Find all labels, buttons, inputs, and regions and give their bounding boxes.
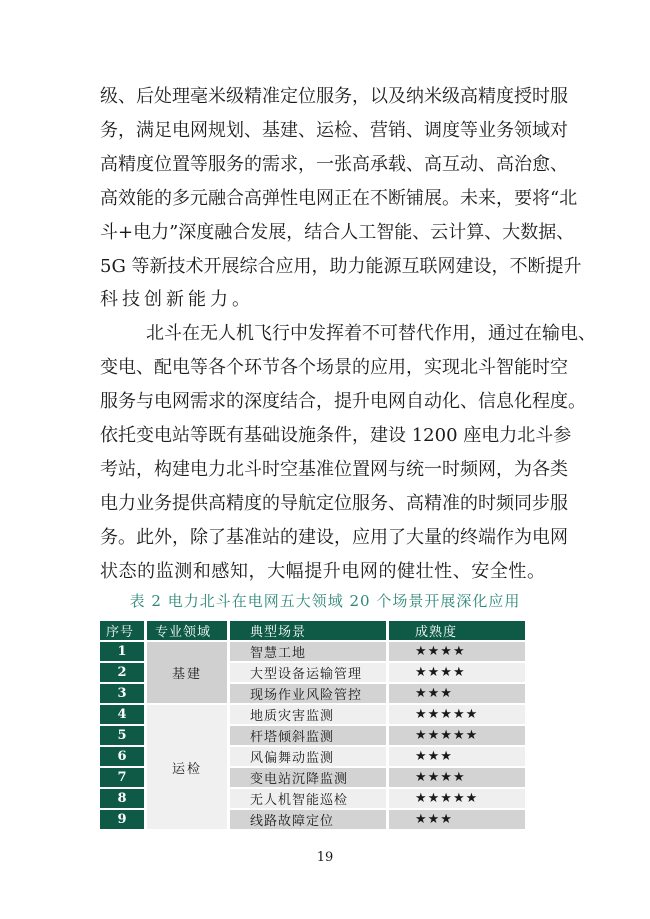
table-row: [100, 642, 525, 661]
paragraph-1-line: 5G 等新技术开展综合应用，助力能源互联网建设，不断提升: [100, 255, 582, 277]
maturity-stars: ★★★★: [389, 642, 525, 661]
header-domain: 专业领域: [147, 621, 227, 640]
scene-cell: 现场作业风险管控: [230, 684, 386, 703]
header-seq: 序号: [100, 621, 144, 640]
scene-cell: 风偏舞动监测: [230, 747, 386, 766]
maturity-stars: ★★★★★: [389, 726, 525, 745]
table-row: [100, 705, 525, 724]
scene-cell: 变电站沉降监测: [230, 768, 386, 787]
scene-cell: 杆塔倾斜监测: [230, 726, 386, 745]
paragraph-1-line: 级、后处理毫米级精准定位服务，以及纳米级高精度授时服: [100, 86, 568, 107]
scene-cell: 大型设备运输管理: [230, 663, 386, 682]
seq-cell: 6: [100, 747, 144, 766]
scene-cell: 智慧工地: [230, 642, 386, 661]
paragraph-2-line: 状态的监测和感知，大幅提升电网的健壮性、安全性。: [100, 560, 545, 582]
paragraph-2-line: 务。此外，除了基准站的建设，应用了大量的终端作为电网: [100, 526, 568, 548]
maturity-stars: ★★★★: [389, 768, 525, 787]
paragraph-2-line: 依托变电站等既有基础设施条件，建设 1200 座电力北斗参: [100, 425, 572, 446]
maturity-stars: ★★★★★: [389, 789, 525, 808]
seq-cell: 4: [100, 705, 144, 724]
paragraph-1-line: 高效能的多元融合高弹性电网正在不断铺展。未来，要将“北: [100, 187, 578, 209]
seq-cell: 1: [100, 642, 144, 661]
maturity-stars: ★★★★★: [389, 705, 525, 724]
header-maturity: 成熟度: [389, 621, 525, 640]
paragraph-1-line: 斗+电力”深度融合发展，结合人工智能、云计算、大数据、: [100, 221, 575, 243]
scene-cell: 地质灾害监测: [230, 705, 386, 724]
scene-cell: 无人机智能巡检: [230, 789, 386, 808]
domain-cell: 运检: [147, 705, 227, 829]
data-table: [97, 619, 528, 831]
paragraph-2-line: 电力业务提供高精度的导航定位服务、高精准的时频同步服: [100, 492, 568, 514]
domain-cell: 基建: [147, 642, 227, 703]
seq-cell: 5: [100, 726, 144, 745]
maturity-stars: ★★★: [389, 810, 525, 829]
paragraph-2-line: 北斗在无人机飞行中发挥着不可替代作用，通过在输电、: [146, 323, 596, 345]
paragraph-1-line: 高精度位置等服务的需求，一张高承载、高互动、高治愈、: [100, 153, 568, 175]
seq-cell: 3: [100, 684, 144, 703]
seq-cell: 8: [100, 789, 144, 808]
paragraph-1-line: 务，满足电网规划、基建、运检、营销、调度等业务领域对: [100, 119, 568, 141]
paragraph-1-line: 科技创新能力。: [100, 289, 254, 311]
paragraph-2-line: 服务与电网需求的深度结合，提升电网自动化、信息化程度。: [100, 391, 586, 413]
table-caption: 表 2 电力北斗在电网五大领域 20 个场景开展深化应用: [129, 592, 521, 610]
paragraph-2-line: 考站，构建电力北斗时空基准位置网与统一时频网，为各类: [100, 458, 568, 480]
maturity-stars: ★★★: [389, 684, 525, 703]
page-number: 19: [316, 850, 334, 865]
seq-cell: 7: [100, 768, 144, 787]
header-scene: 典型场景: [230, 621, 386, 640]
seq-cell: 9: [100, 810, 144, 829]
scene-cell: 线路故障定位: [230, 810, 386, 829]
table-header-row: [100, 621, 525, 640]
maturity-stars: ★★★★: [389, 663, 525, 682]
seq-cell: 2: [100, 663, 144, 682]
maturity-stars: ★★★: [389, 747, 525, 766]
paragraph-2-line: 变电、配电等各个环节各个场景的应用，实现北斗智能时空: [100, 357, 568, 379]
